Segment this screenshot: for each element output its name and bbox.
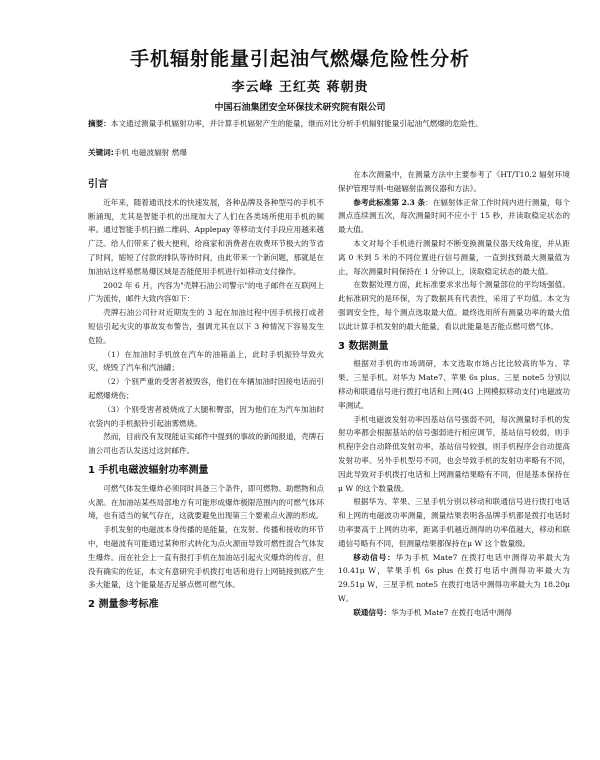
section-heading-1: 1 手机电磁波辐射功率测量 [88, 464, 209, 476]
paragraph: 壳牌石油公司针对近期发生的 3 起在加油过程中因手机接打或者短信引起火灾的事故发布警告，强调尤其在以下 3 种情况下容易发生危险。 [88, 308, 324, 345]
paper-authors: 李云峰 王红英 蒋朝贵 [231, 80, 369, 95]
section-heading-intro: 引言 [88, 179, 108, 190]
paragraph: 2002 年 6 月，内容为"壳牌石油公司警示"的电子邮件在互联网上广为流传，邮件大致内容如下： [88, 280, 324, 304]
paragraph: 本文对每个手机进行测量时不断变换测量仪器天线角度，并从距离 0 米到 5 米的不同位置进行信号测量，一直到找到最大测量值为止，每次测量时间保持在 1 分钟以上，读取稳定状态的最大值。 [338, 238, 570, 276]
paragraph: 近年来，随着通讯技术的快速发展，各种品牌及各种型号的手机不断涌现，尤其是智能手机的出现加大了人们在各类场所使用手机的频率。通过智能手机扫描二维码、Applepay 等移动支付手段应用越来越广泛。给人们带来了极大便利，给商家和消费者在收费环节极大的节省了时间，缩短了付款的排队等待时间，由此带来一个新问题，那就是在加油站这样易燃易爆区域是否能使用手机进行如移动支付操作。 [88, 197, 324, 276]
left-column [88, 160, 324, 616]
paragraph: （3）个别受害者被烧成了大腿和臀部，因为他们在为汽车加油时衣袋内的手机振铃引起油雾燃烧。 [88, 404, 324, 428]
paper-title: 手机辐射能量引起油气燃爆危险性分析 [129, 48, 470, 70]
abstract-text: 本文通过测量手机辐射功率，并计算手机辐射产生的能量，继而对比分析手机辐射能量引起油气燃爆的危险性。 [110, 119, 483, 128]
paragraph: 手机发射的电磁波本身传播的是能量，在发射、传播和接收的环节中，电磁波有可能通过某种形式转化为点火源而导致可燃性混合气体发生爆炸。而在社会上一直有报打手机在加油站引起火灾爆炸的传言，但没有确实的佐证，本文有意研究手机拨打电话和进行上网链接到底产生多大能量，这个能量是否足够点燃可燃气体。 [88, 525, 324, 590]
paragraph: 手机电磁波发射功率因基站信号强弱不同，每次测量时手机的发射功率都会根据基站的信号强弱进行相应调节，基站信号较弱，则手机程序会自动降低发射功率，基站信号较强，则手机程序会自动提高发射功率。另外手机型号不同，也会导致手机的发射功率略有不同，因此导致对手机拨打电话和上网测量结果略有不同，但是基本保持在μ W 的这个数量级。 [338, 414, 570, 493]
right-column [338, 168, 570, 620]
paragraph: 根据华为、苹果、三星手机分别以移动和联通信号进行拨打电话和上网的电磁波功率测量，测量结果表明各品牌手机都是拨打电话时功率要高于上网的功率，距离手机越近测得的功率值越大，移动和联通信号略有不同，但测量结果都保持在μ W 这个数量级。 [338, 497, 570, 548]
keywords-text: 手机 电磁波辐射 燃爆 [113, 148, 187, 157]
paragraph: 在本次测量中，在测量方法中主要参考了《HT/T10.2 辐射环境保护管理导则-电磁辐射监测仪器和方法》。 [338, 170, 570, 193]
paragraph-text: ：在辐射体正常工作时间内进行测量，每个测点连续测五次，每次测量时间不应小于 15 秒，并读取稳定状态的最大值。 [338, 197, 571, 235]
paragraph [338, 551, 570, 606]
inline-label: 移动信号： [353, 552, 396, 562]
paragraph: 然而，目前没有发现能证实邮件中提到的事故的新闻报道，壳牌石油公司也否认发送过这封邮件。 [88, 432, 324, 456]
keywords [88, 147, 528, 159]
paragraph: 可燃气体发生爆炸必须同时具备三个条件，即可燃物、助燃物和点火源。在加油站某些局部地方有可能形成爆炸极限范围内的可燃气体环境，也有适当的氧气存在，这就要避免出现第三个要素点火源的形成。 [88, 483, 324, 521]
paragraph: （1）在加油时手机放在汽车的油箱盖上，此时手机振铃导致火灾，烧毁了汽车和汽油罐； [88, 349, 324, 373]
inline-label: 参考此标准第 2.3 条 [353, 197, 426, 207]
abstract [88, 118, 528, 130]
paragraph-text: 华为手机 Mate7 在拨打电话中测得 [391, 607, 512, 617]
paragraph-text: 华为手机 Mate7 在拨打电话中测得功率最大为 10.41μ W，苹果手机 6s plus 在拨打电话中测得功率最大为 29.51μ W，三星手机 note5 在拨打电话中测得功率最大为 18.20μ W。 [338, 552, 570, 603]
keywords-label: 关键词: [88, 148, 114, 157]
paragraph [338, 196, 570, 237]
paragraph: 根据对手机的市场调研，本文选取市场占比比较高的华为、苹果、三星手机。对华为 Mate7、苹果 6s plus、三星 note5 分别以移动和联通信号进行拨打电话和上网(4G 上网模拟移动支付)电磁波功率测试。 [338, 359, 570, 410]
abstract-label: 摘要： [88, 119, 111, 128]
paragraph: 在数据处理方面，此标准要求求出每个测量部位的平均场强值。此标准研究的是环保，为了数据具有代表性，采用了平均值。本文为强调安全性，每个测点选取最大值。最终选用所有测量功率的最大值以此计算手机发射的最大能量，看以此能量是否能点燃可燃气体。 [338, 280, 570, 331]
paragraph [338, 606, 570, 620]
inline-label: 联通信号： [353, 607, 392, 617]
section-heading-3: 3 数据测量 [338, 340, 389, 352]
section-heading-2: 2 测量参考标准 [88, 599, 159, 611]
paragraph: （2）个别严重的受害者被毁容，他们在车辆加油时因接电话而引起燃爆烧伤； [88, 377, 324, 400]
paper-affiliation: 中国石油集团安全环保技术研究院有限公司 [214, 103, 386, 113]
